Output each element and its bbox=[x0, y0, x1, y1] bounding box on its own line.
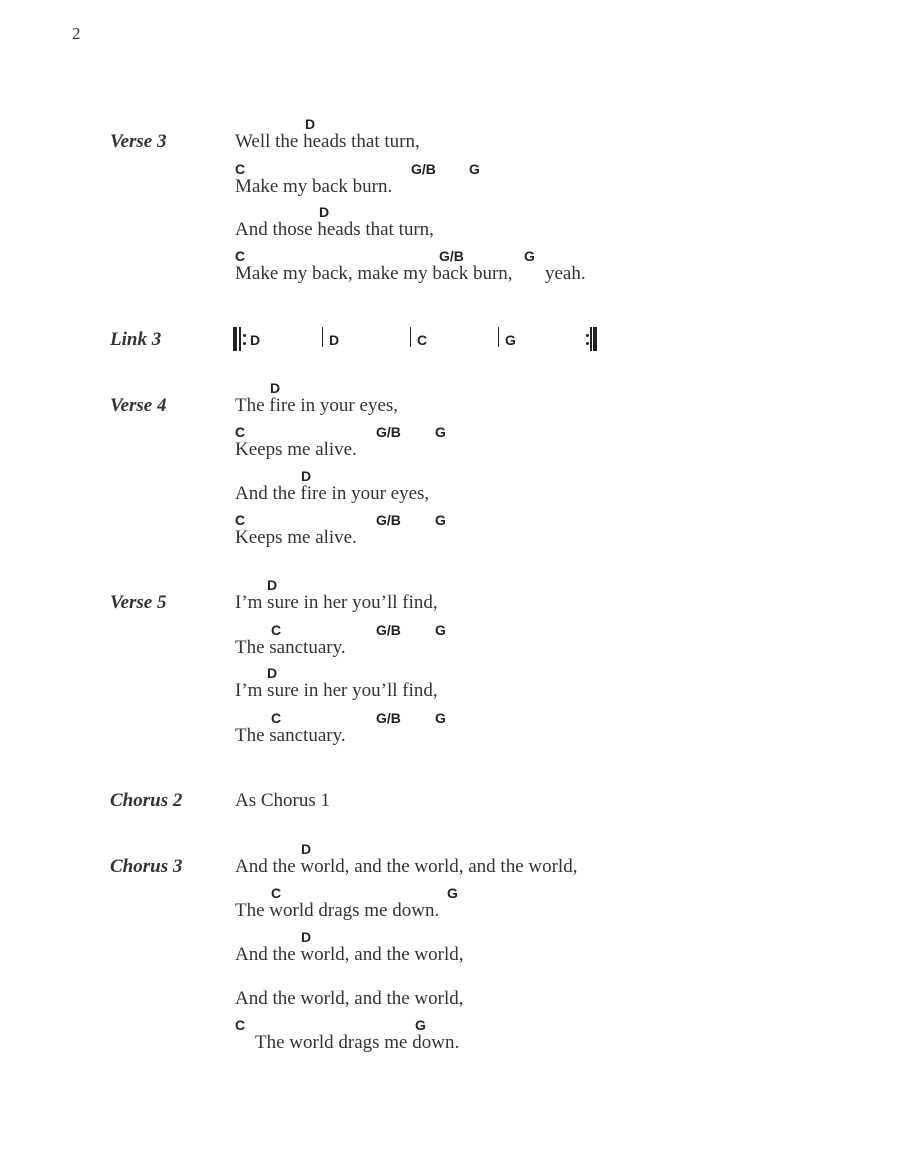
chord: G/B bbox=[411, 161, 436, 177]
lyric-line: And the world, and the world, and the world, bbox=[235, 856, 578, 877]
chord: C bbox=[271, 710, 282, 726]
lyric-line: Keeps me alive. bbox=[235, 439, 357, 460]
chord: G bbox=[469, 161, 480, 177]
chord: G bbox=[435, 622, 446, 638]
section-label: Verse 5 bbox=[110, 592, 167, 613]
chord: G bbox=[447, 885, 458, 901]
lyric-line: And those heads that turn, bbox=[235, 219, 434, 240]
bar-line bbox=[322, 327, 323, 347]
chord: C bbox=[235, 248, 246, 264]
page-number: 2 bbox=[72, 24, 81, 43]
chord: G bbox=[435, 710, 446, 726]
repeat-end-thick-bar bbox=[593, 327, 597, 351]
lyric-line: As Chorus 1 bbox=[235, 790, 331, 811]
chord: C bbox=[235, 161, 246, 177]
chord: G bbox=[505, 332, 516, 348]
lyric-line: The world drags me down. bbox=[235, 900, 440, 921]
bar-line bbox=[498, 327, 499, 347]
chord: D bbox=[250, 332, 261, 348]
lyric-line: yeah. bbox=[545, 263, 586, 284]
chord: C bbox=[235, 424, 246, 440]
lyric-line: The sanctuary. bbox=[235, 725, 346, 746]
chord: C bbox=[417, 332, 428, 348]
chord: G/B bbox=[376, 512, 401, 528]
chord: D bbox=[329, 332, 340, 348]
lyric-line: And the world, and the world, bbox=[235, 988, 464, 1009]
chord: D bbox=[301, 929, 312, 945]
chord: D bbox=[267, 577, 278, 593]
repeat-start-dots bbox=[243, 331, 247, 347]
chord: C bbox=[235, 1017, 246, 1033]
lyric-line: Make my back, make my back burn, bbox=[235, 263, 513, 284]
section-label: Link 3 bbox=[110, 329, 162, 350]
chord: C bbox=[235, 512, 246, 528]
section-label: Chorus 3 bbox=[110, 856, 183, 877]
section-label: Verse 3 bbox=[110, 131, 167, 152]
lyric-line: And the fire in your eyes, bbox=[235, 483, 430, 504]
lyric-line: I’m sure in her you’ll find, bbox=[235, 680, 438, 701]
chord: C bbox=[271, 622, 282, 638]
chord: G/B bbox=[439, 248, 464, 264]
chord: G/B bbox=[376, 622, 401, 638]
lyric-line: And the world, and the world, bbox=[235, 944, 464, 965]
chord: G bbox=[435, 512, 446, 528]
chord: D bbox=[270, 380, 281, 396]
lyric-line: The fire in your eyes, bbox=[235, 395, 399, 416]
lyric-line: The world drags me down. bbox=[255, 1032, 460, 1053]
chord: C bbox=[271, 885, 282, 901]
chord: G bbox=[415, 1017, 426, 1033]
lyric-line: Well the heads that turn, bbox=[235, 131, 420, 152]
chord: D bbox=[301, 841, 312, 857]
section-label: Chorus 2 bbox=[110, 790, 183, 811]
lyric-line: Keeps me alive. bbox=[235, 527, 357, 548]
chord: G bbox=[435, 424, 446, 440]
repeat-end-thin-bar bbox=[590, 327, 592, 351]
section-label: Verse 4 bbox=[110, 395, 167, 416]
lyric-line: I’m sure in her you’ll find, bbox=[235, 592, 438, 613]
chord: D bbox=[267, 665, 278, 681]
chord: G/B bbox=[376, 424, 401, 440]
repeat-start-thin-bar bbox=[239, 327, 241, 351]
chord: D bbox=[301, 468, 312, 484]
lyric-line: The sanctuary. bbox=[235, 637, 346, 658]
chord: D bbox=[319, 204, 330, 220]
lyric-line: Make my back burn. bbox=[235, 176, 393, 197]
chord: D bbox=[305, 116, 316, 132]
bar-line bbox=[410, 327, 411, 347]
chord: G bbox=[524, 248, 535, 264]
chord: G/B bbox=[376, 710, 401, 726]
repeat-start-thick-bar bbox=[233, 327, 237, 351]
